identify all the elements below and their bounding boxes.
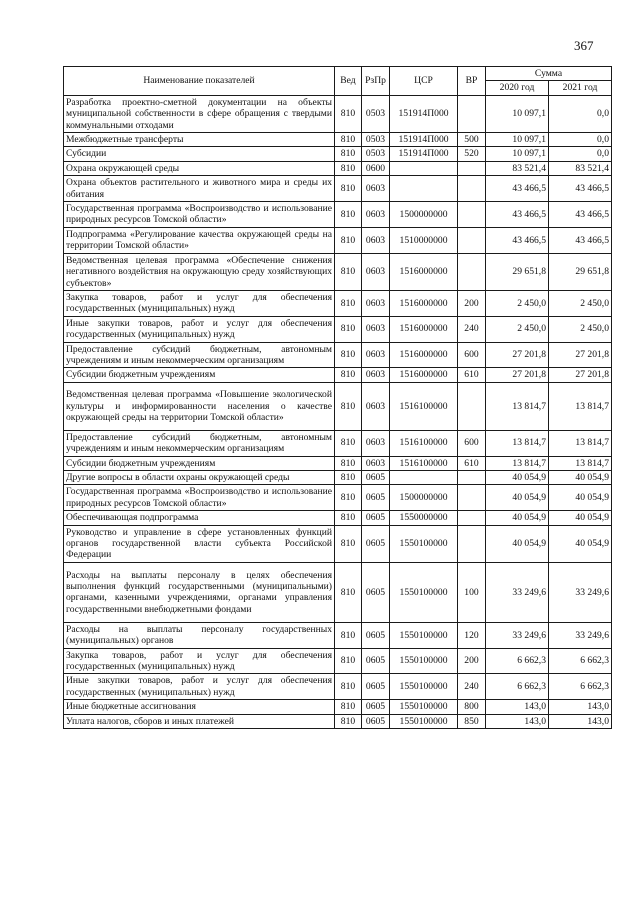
cell-vr [458,511,486,525]
table-row [64,342,612,368]
cell-name: Предоставление субсидий бюджетным, автономным учреждениям и иным некоммерческим организациям [64,342,335,368]
cell-sum-2021: 43 466,5 [549,227,612,253]
cell-ved: 810 [335,316,362,342]
cell-sum-2020: 10 097,1 [486,147,549,161]
cell-ved: 810 [335,290,362,316]
cell-ved: 810 [335,714,362,728]
cell-rzpr: 0503 [362,147,390,161]
cell-sum-2020: 27 201,8 [486,342,549,368]
table-row [64,470,612,484]
cell-csr: 1500000000 [390,202,458,228]
cell-sum-2020: 2 450,0 [486,290,549,316]
cell-name: Обеспечивающая подпрограмма [64,511,335,525]
cell-sum-2020: 143,0 [486,700,549,714]
cell-ved: 810 [335,133,362,147]
cell-vr: 200 [458,290,486,316]
cell-sum-2020: 83 521,4 [486,161,549,175]
cell-sum-2021: 40 054,9 [549,485,612,511]
table-row [64,368,612,382]
cell-csr [390,176,458,202]
cell-rzpr: 0605 [362,622,390,648]
cell-name: Государственная программа «Воспроизводство и использование природных ресурсов Томской области» [64,485,335,511]
cell-sum-2021: 0,0 [549,95,612,132]
table-row [64,511,612,525]
cell-csr: 1516000000 [390,342,458,368]
cell-vr [458,202,486,228]
cell-name: Иные закупки товаров, работ и услуг для обеспечения государственных (муниципальных) нужд [64,674,335,700]
cell-ved: 810 [335,342,362,368]
cell-csr: 1516000000 [390,316,458,342]
cell-rzpr: 0605 [362,511,390,525]
cell-rzpr: 0603 [362,202,390,228]
table-row [64,133,612,147]
cell-csr: 151914П000 [390,147,458,161]
cell-vr: 500 [458,133,486,147]
cell-ved: 810 [335,176,362,202]
table-row [64,227,612,253]
cell-vr [458,227,486,253]
header-ved: Вед [335,67,362,96]
cell-vr [458,470,486,484]
cell-sum-2020: 6 662,3 [486,648,549,674]
cell-ved: 810 [335,253,362,290]
cell-ved: 810 [335,430,362,456]
cell-ved: 810 [335,674,362,700]
cell-ved: 810 [335,227,362,253]
cell-ved: 810 [335,700,362,714]
cell-csr: 1516000000 [390,290,458,316]
cell-csr: 1550000000 [390,511,458,525]
cell-name: Субсидии бюджетным учреждениям [64,456,335,470]
table-row [64,147,612,161]
cell-sum-2021: 43 466,5 [549,176,612,202]
cell-vr [458,161,486,175]
cell-ved: 810 [335,95,362,132]
cell-sum-2021: 83 521,4 [549,161,612,175]
cell-rzpr: 0603 [362,456,390,470]
cell-sum-2021: 2 450,0 [549,290,612,316]
cell-csr: 1550100000 [390,700,458,714]
cell-sum-2021: 27 201,8 [549,342,612,368]
cell-rzpr: 0605 [362,485,390,511]
table-row [64,202,612,228]
cell-rzpr: 0603 [362,430,390,456]
cell-csr: 1516100000 [390,430,458,456]
cell-sum-2020: 10 097,1 [486,95,549,132]
cell-sum-2020: 2 450,0 [486,316,549,342]
cell-csr: 1516000000 [390,253,458,290]
cell-csr: 1550100000 [390,622,458,648]
cell-sum-2020: 43 466,5 [486,176,549,202]
cell-rzpr: 0605 [362,674,390,700]
cell-vr [458,382,486,430]
cell-rzpr: 0605 [362,648,390,674]
cell-ved: 810 [335,382,362,430]
cell-rzpr: 0605 [362,470,390,484]
table-row [64,622,612,648]
cell-sum-2020: 40 054,9 [486,525,549,562]
cell-vr: 610 [458,456,486,470]
cell-name: Предоставление субсидий бюджетным, автономным учреждениям и иным некоммерческим организациям [64,430,335,456]
cell-name: Охрана окружающей среды [64,161,335,175]
cell-ved: 810 [335,511,362,525]
table-row [64,290,612,316]
table-row [64,525,612,562]
cell-rzpr: 0605 [362,525,390,562]
cell-sum-2021: 33 249,6 [549,562,612,622]
table-row [64,382,612,430]
cell-vr: 800 [458,700,486,714]
cell-sum-2020: 27 201,8 [486,368,549,382]
page-number: 367 [574,38,594,53]
header-year-2020: 2020 год [486,81,549,95]
cell-ved: 810 [335,562,362,622]
cell-sum-2020: 10 097,1 [486,133,549,147]
cell-csr: 1550100000 [390,525,458,562]
cell-rzpr: 0600 [362,161,390,175]
cell-name: Межбюджетные трансферты [64,133,335,147]
cell-sum-2020: 40 054,9 [486,470,549,484]
cell-name: Государственная программа «Воспроизводство и использование природных ресурсов Томской области» [64,202,335,228]
cell-sum-2020: 40 054,9 [486,485,549,511]
cell-name: Ведомственная целевая программа «Повышение экологической культуры и информированности населения о качестве окружающей среды на территории Томской области» [64,382,335,430]
cell-name: Ведомственная целевая программа «Обеспечение снижения негативного воздействия на окружающую среду хозяйствующих субъектов» [64,253,335,290]
cell-rzpr: 0603 [362,342,390,368]
table-row [64,316,612,342]
cell-csr: 1550100000 [390,714,458,728]
cell-ved: 810 [335,202,362,228]
cell-sum-2021: 2 450,0 [549,316,612,342]
table-row [64,674,612,700]
cell-rzpr: 0503 [362,95,390,132]
cell-sum-2021: 6 662,3 [549,674,612,700]
cell-vr [458,95,486,132]
cell-name: Уплата налогов, сборов и иных платежей [64,714,335,728]
header-year-2021: 2021 год [549,81,612,95]
cell-ved: 810 [335,147,362,161]
cell-ved: 810 [335,648,362,674]
cell-name: Субсидии бюджетным учреждениям [64,368,335,382]
cell-ved: 810 [335,161,362,175]
cell-sum-2021: 43 466,5 [549,202,612,228]
table-row [64,95,612,132]
cell-vr: 100 [458,562,486,622]
cell-sum-2020: 143,0 [486,714,549,728]
cell-sum-2021: 29 651,8 [549,253,612,290]
cell-csr: 1516000000 [390,368,458,382]
cell-sum-2020: 33 249,6 [486,562,549,622]
cell-name: Закупка товаров, работ и услуг для обеспечения государственных (муниципальных) нужд [64,290,335,316]
cell-ved: 810 [335,525,362,562]
cell-name: Разработка проектно-сметной документации на объекты муниципальной собственности в сфере обращения с твердыми коммунальными отходами [64,95,335,132]
cell-vr [458,176,486,202]
cell-ved: 810 [335,622,362,648]
cell-vr: 600 [458,342,486,368]
cell-vr [458,525,486,562]
cell-name: Охрана объектов растительного и животного мира и среды их обитания [64,176,335,202]
cell-rzpr: 0603 [362,316,390,342]
cell-rzpr: 0605 [362,562,390,622]
cell-vr: 610 [458,368,486,382]
cell-csr [390,470,458,484]
cell-csr: 1510000000 [390,227,458,253]
cell-vr: 600 [458,430,486,456]
cell-sum-2020: 6 662,3 [486,674,549,700]
cell-rzpr: 0603 [362,290,390,316]
cell-csr [390,161,458,175]
cell-sum-2021: 0,0 [549,147,612,161]
cell-sum-2020: 13 814,7 [486,456,549,470]
cell-name: Руководство и управление в сфере установленных функций органов государственной власти субъекта Российской Федерации [64,525,335,562]
cell-vr [458,253,486,290]
cell-csr: 1550100000 [390,648,458,674]
cell-csr: 1516100000 [390,456,458,470]
cell-vr: 240 [458,316,486,342]
cell-sum-2020: 13 814,7 [486,382,549,430]
cell-vr: 850 [458,714,486,728]
cell-sum-2020: 29 651,8 [486,253,549,290]
cell-csr: 1516100000 [390,382,458,430]
cell-rzpr: 0605 [362,700,390,714]
cell-ved: 810 [335,470,362,484]
cell-name: Субсидии [64,147,335,161]
cell-csr: 1550100000 [390,674,458,700]
budget-table [63,66,612,729]
cell-sum-2020: 43 466,5 [486,202,549,228]
cell-vr: 520 [458,147,486,161]
header-csr: ЦСР [390,67,458,96]
cell-rzpr: 0603 [362,253,390,290]
cell-sum-2020: 40 054,9 [486,511,549,525]
table-row [64,176,612,202]
cell-sum-2021: 143,0 [549,714,612,728]
table-row [64,648,612,674]
header-sum: Сумма [486,67,612,81]
header-vr: ВР [458,67,486,96]
cell-sum-2020: 13 814,7 [486,430,549,456]
cell-sum-2021: 27 201,8 [549,368,612,382]
cell-name: Закупка товаров, работ и услуг для обеспечения государственных (муниципальных) нужд [64,648,335,674]
cell-ved: 810 [335,368,362,382]
cell-csr: 1550100000 [390,562,458,622]
cell-sum-2020: 43 466,5 [486,227,549,253]
cell-vr: 120 [458,622,486,648]
table-header-row [64,67,612,81]
cell-name: Расходы на выплаты персоналу государственных (муниципальных) органов [64,622,335,648]
cell-sum-2021: 0,0 [549,133,612,147]
table-row [64,485,612,511]
cell-rzpr: 0503 [362,133,390,147]
cell-ved: 810 [335,485,362,511]
cell-name: Другие вопросы в области охраны окружающей среды [64,470,335,484]
cell-name: Иные закупки товаров, работ и услуг для обеспечения государственных (муниципальных) нужд [64,316,335,342]
cell-sum-2021: 40 054,9 [549,470,612,484]
cell-sum-2021: 13 814,7 [549,382,612,430]
cell-sum-2021: 13 814,7 [549,430,612,456]
cell-sum-2021: 40 054,9 [549,525,612,562]
cell-ved: 810 [335,456,362,470]
cell-rzpr: 0603 [362,382,390,430]
cell-vr: 240 [458,674,486,700]
table-row [64,714,612,728]
cell-rzpr: 0603 [362,227,390,253]
cell-sum-2021: 40 054,9 [549,511,612,525]
cell-sum-2021: 143,0 [549,700,612,714]
table-row [64,253,612,290]
cell-name: Расходы на выплаты персоналу в целях обеспечения выполнения функций государственными (муниципальными) органами, казенными учреждениями, органами управления государственными внебюджетными фондами [64,562,335,622]
table-row [64,562,612,622]
cell-sum-2021: 6 662,3 [549,648,612,674]
cell-sum-2021: 33 249,6 [549,622,612,648]
cell-name: Подпрограмма «Регулирование качества окружающей среды на территории Томской области» [64,227,335,253]
cell-sum-2021: 13 814,7 [549,456,612,470]
cell-vr: 200 [458,648,486,674]
cell-csr: 151914П000 [390,95,458,132]
table-row [64,430,612,456]
cell-csr: 1500000000 [390,485,458,511]
cell-csr: 151914П000 [390,133,458,147]
cell-sum-2020: 33 249,6 [486,622,549,648]
header-name: Наименование показателей [64,67,335,96]
table-row [64,161,612,175]
table-row [64,456,612,470]
cell-name: Иные бюджетные ассигнования [64,700,335,714]
cell-rzpr: 0603 [362,176,390,202]
cell-rzpr: 0603 [362,368,390,382]
cell-rzpr: 0605 [362,714,390,728]
cell-vr [458,485,486,511]
table-row [64,700,612,714]
header-rzpr: РзПр [362,67,390,96]
